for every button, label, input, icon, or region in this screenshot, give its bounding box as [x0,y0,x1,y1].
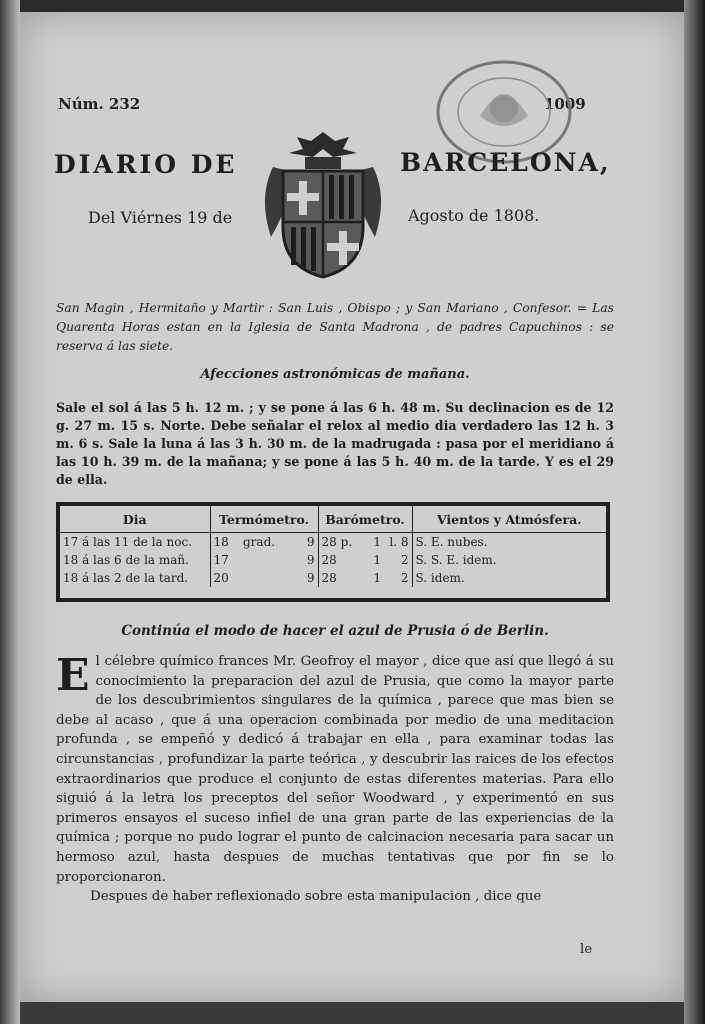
date-left: Del Viérnes 19 de [88,208,233,227]
cell-temp: 20 [213,571,229,585]
drop-cap: E [56,650,90,701]
paragraph-text: l célebre químico frances Mr. Geofroy el mayor , dice que así que llegó á su conocimiento la preparacion del azul de Prusia, que como la mayor parte de los descubrimientos singulares de la química , parece que mas bien se debe al acaso , que á una operacion combinada por medio de una meditacion profunda , se empeñó y dedicó á trabajar en ella , para examinar todas las circunstancias , profundizar la parte teórica , y descubrir las raices de los efectos extraordinarios que produce el conjunto de estas diferentes materias. Para ello siguió á la letra los preceptos del señor Woodward , y experimentó en sus primeros ensayos el suceso infiel de una gran parte de las experiencias de la química ; porque no pudo lograr el punto de calcinacion necesaria para sacar un hermoso azul, hasta despues de muchas tentativas que por fin se lo proporcionaron. [56,654,614,885]
cell-winds: S. idem. [415,571,465,585]
masthead-title-left: DIARIO DE [54,150,238,179]
cell-winds: S. S. E. idem. [415,553,497,567]
article-body [56,652,614,907]
header-dia: Dia [60,506,210,533]
cell-baro-frac: l. 8 [384,533,412,552]
header-winds: Vientos y Atmósfera. [412,506,606,533]
page-edge [684,0,705,1024]
table-row [60,569,606,587]
cell-baro-lines: 1 [373,535,381,549]
cell-dia: 17 á las 11 de la noc. [60,533,210,552]
table-row [60,533,606,552]
cell-temp-frac: 9 [298,533,318,552]
page-bottom-edge [20,1002,684,1024]
cell-temp: 17 [213,553,229,567]
cell-baro: 28 [321,553,337,567]
coat-of-arms-icon [253,127,393,282]
cell-baro-lines: 1 [373,571,381,585]
book-spine [0,0,20,1024]
cell-temp-frac: 9 [298,569,318,587]
astronomy-heading: Afecciones astronómicas de mañana. [200,367,470,382]
issue-number: Núm. 232 [58,95,141,113]
cell-baro: 28 p. [321,535,353,549]
astronomy-text: Sale el sol á las 5 h. 12 m. ; y se pone á las 6 h. 48 m. Su declinacion es de 12 g. 27 m. 15 s. Norte. Debe señalar el relox al medio dia verdadero las 12 h. 3 m. 6 s. Sale la luna á las 3 h. 30 m. de la madrugada : pasa por el meridiano á las 10 h. 39 m. de la mañana; y se pone á las 5 h. 40 m. de la tarde. Y es el 29 de ella. [56,400,614,487]
cell-winds: S. E. nubes. [415,535,488,549]
header-barometer: Barómetro. [318,506,412,533]
header-thermometer: Termómetro. [210,506,318,533]
newspaper-page [20,12,684,1002]
cell-baro: 28 [321,571,337,585]
saints-of-the-day: San Magin , Hermitaño y Martir : San Luis , Obispo ; y San Mariano , Confesor. = Las Quarenta Horas estan en la Iglesia de Santa Madrona , de padres Capuchinos : se reserva á las siete. [56,301,614,353]
cell-dia: 18 á las 2 de la tard. [60,569,210,587]
masthead-title-right: BARCELONA, [400,148,611,177]
article-paragraph: Despues de haber reflexionado sobre esta manipulacion , dice que [90,889,542,905]
cell-temp: 18 [213,535,229,549]
cell-dia: 18 á las 6 de la mañ. [60,551,210,569]
table-row [60,551,606,569]
catchword: le [580,942,593,957]
cell-temp-unit [240,569,298,587]
page-number: 1009 [544,95,586,113]
cell-temp-unit [240,551,298,569]
date-right: Agosto de 1808. [408,206,540,225]
cell-temp-frac: 9 [298,551,318,569]
article-heading: Continúa el modo de hacer el azul de Prusia ó de Berlin. [121,623,549,639]
cell-baro-lines: 1 [373,553,381,567]
cell-baro-frac: 2 [384,551,412,569]
cell-temp-unit: grad. [243,535,276,549]
cell-baro-frac: 2 [384,569,412,587]
article-paragraph [56,652,614,887]
weather-table [56,502,610,602]
